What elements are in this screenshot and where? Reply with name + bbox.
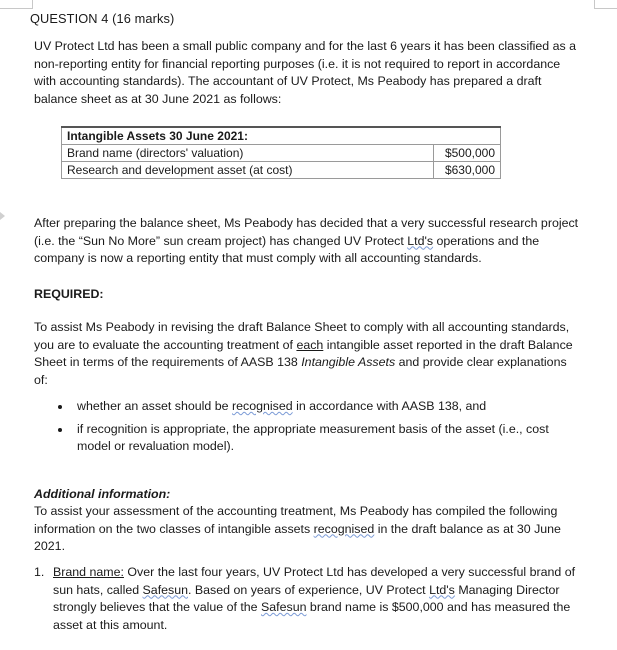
spellcheck-word: Ltd's	[429, 582, 455, 597]
spellcheck-word: Safesun	[261, 600, 307, 614]
required-heading: REQUIRED:	[34, 287, 104, 301]
page-corner-mark-left	[0, 0, 33, 9]
intro-paragraph: UV Protect Ltd has been a small public company and for the last 6 years it has been classified as a non-reporting entity for financial reporting purposes (i.e. it is not required to report in accordance with accounting standards). The accountant of UV Protect, Ms Peabody has prepared a draft balance sheet as at 30 June 2021 as follows:	[34, 39, 577, 106]
list-item: if recognition is appropriate, the appropriate measurement basis of the asset (i.e., cost model or revaluation model).	[58, 421, 578, 456]
additional-info-paragraph: To assist your assessment of the accounting treatment, Ms Peabody has compiled the following information on the two classes of intangible assets recognised in the draft balance as at 30 June 2021.	[34, 504, 561, 553]
row-amount: $500,000	[434, 145, 501, 162]
margin-marker-icon	[0, 212, 5, 220]
additional-info-heading: Additional information:	[34, 487, 171, 501]
intangible-assets-table	[61, 126, 501, 179]
row-label: Research and development asset (at cost)	[62, 162, 434, 179]
page-corner-mark-right	[594, 0, 617, 9]
spellcheck-word: Ltd's	[407, 233, 434, 248]
item-number: 1.	[34, 565, 45, 579]
question-title: QUESTION 4 (16 marks)	[30, 11, 175, 26]
requirements-list	[58, 398, 578, 461]
table-header: Intangible Assets 30 June 2021:	[62, 127, 501, 145]
row-label: Brand name (directors' valuation)	[62, 145, 434, 162]
list-item: whether an asset should be recognised in accordance with AASB 138, and	[58, 398, 578, 416]
table-row	[62, 145, 501, 162]
task-paragraph: To assist Ms Peabody in revising the draft Balance Sheet to comply with all accounting standards, you are to evaluate the accounting treatment of each intangible asset reported in the draft Balance Sheet in terms of the requirements of AASB 138 Intangible Assets and provide clear explanations of:	[34, 320, 573, 387]
numbered-item-brand-name	[34, 564, 582, 634]
row-amount: $630,000	[434, 162, 501, 179]
item-body: Brand name: Over the last four years, UV Protect Ltd has developed a very successful brand of sun hats, called Safesun. Based on years of experience, UV Protect Ltd's Managing Director strongly believes that the value of the Safesun brand name is $500,000 and has measured the asset at this amount.	[53, 565, 576, 632]
spellcheck-word: recognised	[313, 521, 375, 536]
bullet-icon	[58, 405, 62, 409]
item-title: Brand name:	[53, 565, 124, 579]
bullet-icon	[58, 428, 62, 432]
standard-name: Intangible Assets	[301, 355, 396, 369]
spellcheck-word: Safesun	[142, 582, 189, 597]
spellcheck-word: recognised	[232, 399, 293, 413]
reporting-entity-paragraph: After preparing the balance sheet, Ms Peabody has decided that a very successful research project (i.e. the “Sun No More” sun cream project) has changed UV Protect Ltd's operations and the company is now a reporting entity that must comply with all accounting standards.	[34, 216, 579, 265]
table-row	[62, 162, 501, 179]
emphasis-each: each	[296, 337, 324, 352]
table-header-row	[62, 127, 501, 145]
